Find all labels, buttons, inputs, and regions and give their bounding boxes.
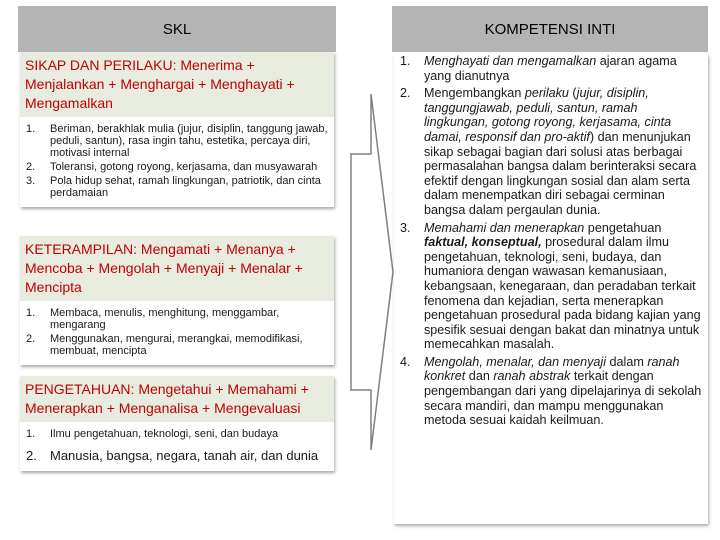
item-number: 1. <box>26 123 36 135</box>
item-text: Menggunakan, mengurai, merangkai, memodifikasi, membuat, mencipta <box>50 333 303 357</box>
item-number: 2. <box>26 333 36 345</box>
item-text: Mengolah, menalar, dan menyaji dalam ranah konkret dan ranah abstrak terkait dengan pengembangan dari yang dipelajarinya di sekolah secara mandiri, dan mampu menggunakan metoda sesuai kaidah keilmuan. <box>424 354 702 428</box>
list-item <box>400 221 702 352</box>
list-item <box>20 161 328 173</box>
kompetensi-inti-header <box>392 6 708 52</box>
list-item <box>400 86 702 217</box>
item-text: Toleransi, gotong royong, kerjasama, dan musyawarah <box>50 161 318 173</box>
item-text: Membaca, menulis, menghitung, menggambar, mengarang <box>50 307 280 331</box>
list-item <box>400 355 702 428</box>
item-text: Menghayati dan mengamalkan ajaran agama yang dianutnya <box>424 54 677 83</box>
skl-header <box>18 6 336 52</box>
list-item <box>20 448 328 463</box>
list-item <box>20 123 328 159</box>
pengetahuan-list-2 <box>20 448 334 471</box>
kompetensi-inti-panel <box>394 54 708 524</box>
item-number: 2. <box>400 86 411 101</box>
item-text: Ilmu pengetahuan, teknologi, seni, dan budaya <box>50 428 279 440</box>
pengetahuan-title: PENGETAHUAN: Mengetahui + Memahami + Menerapkan + Menganalisa + Mengevaluasi <box>20 376 334 422</box>
item-number: 2. <box>26 448 37 463</box>
list-item <box>20 428 328 440</box>
item-number: 2. <box>26 161 36 173</box>
skl-header-label: SKL <box>162 20 192 38</box>
item-number: 1. <box>26 428 36 440</box>
item-number: 1. <box>26 307 36 319</box>
keterampilan-card <box>20 236 334 365</box>
pengetahuan-list <box>20 422 334 448</box>
item-number: 3. <box>400 220 411 235</box>
item-text: Manusia, bangsa, negara, tanah air, dan dunia <box>50 448 319 463</box>
item-text: Mengembangkan perilaku (jujur, disiplin, tanggungjawab, peduli, santun, ramah lingkungan, gotong royong, kerjasama, cinta damai, responsif dan pro-aktif) dan menunjukan sikap sebagai bagian dari solusi atas berbagai permasalahan bangsa dalam berinteraksi secara efektif dengan lingkungan sosial dan alam serta dalam menempatkan diri sebagai cerminan bangsa dalam pergaulan dunia. <box>424 86 697 217</box>
item-number: 3. <box>26 175 36 187</box>
sikap-title: SIKAP DAN PERILAKU: Menerima + Menjalankan + Menghargai + Menghayati + Mengamalkan <box>20 52 334 117</box>
kompetensi-list <box>400 54 702 428</box>
item-number: 4. <box>400 354 411 369</box>
list-item <box>20 333 328 357</box>
item-text: Pola hidup sehat, ramah lingkungan, patriotik, dan cinta perdamaian <box>50 175 321 199</box>
keterampilan-title: KETERAMPILAN: Mengamati + Menanya + Mencoba + Mengolah + Menyaji + Menalar + Mencipta <box>20 236 334 301</box>
item-number: 1. <box>400 54 411 68</box>
item-text: Beriman, berakhlak mulia (jujur, disiplin, tanggung jawab, peduli, santun), rasa ingin tahu, estetika, percaya diri, motivasi internal <box>50 123 328 159</box>
list-item <box>20 175 328 199</box>
list-item <box>20 307 328 331</box>
sikap-list <box>20 117 334 207</box>
right-arrow-icon <box>349 92 395 452</box>
kompetensi-inti-header-label: KOMPETENSI INTI <box>484 20 616 38</box>
keterampilan-list <box>20 301 334 365</box>
item-text: Memahami dan menerapkan pengetahuan faktual, konseptual, prosedural dalam ilmu pengetahuan, teknologi, seni, budaya, dan humaniora dengan wawasan kemanusiaan, kebangsaan, kenegaraan, dan peradaban terkait fenomena dan kejadian, serta menerapkan pengetahuan prosedural pada bidang kajian yang spesifik sesuai dengan bakat dan minatnya untuk memecahkan masalah. <box>424 220 701 352</box>
list-item <box>400 54 702 83</box>
sikap-card <box>20 52 334 207</box>
pengetahuan-card <box>20 376 334 471</box>
